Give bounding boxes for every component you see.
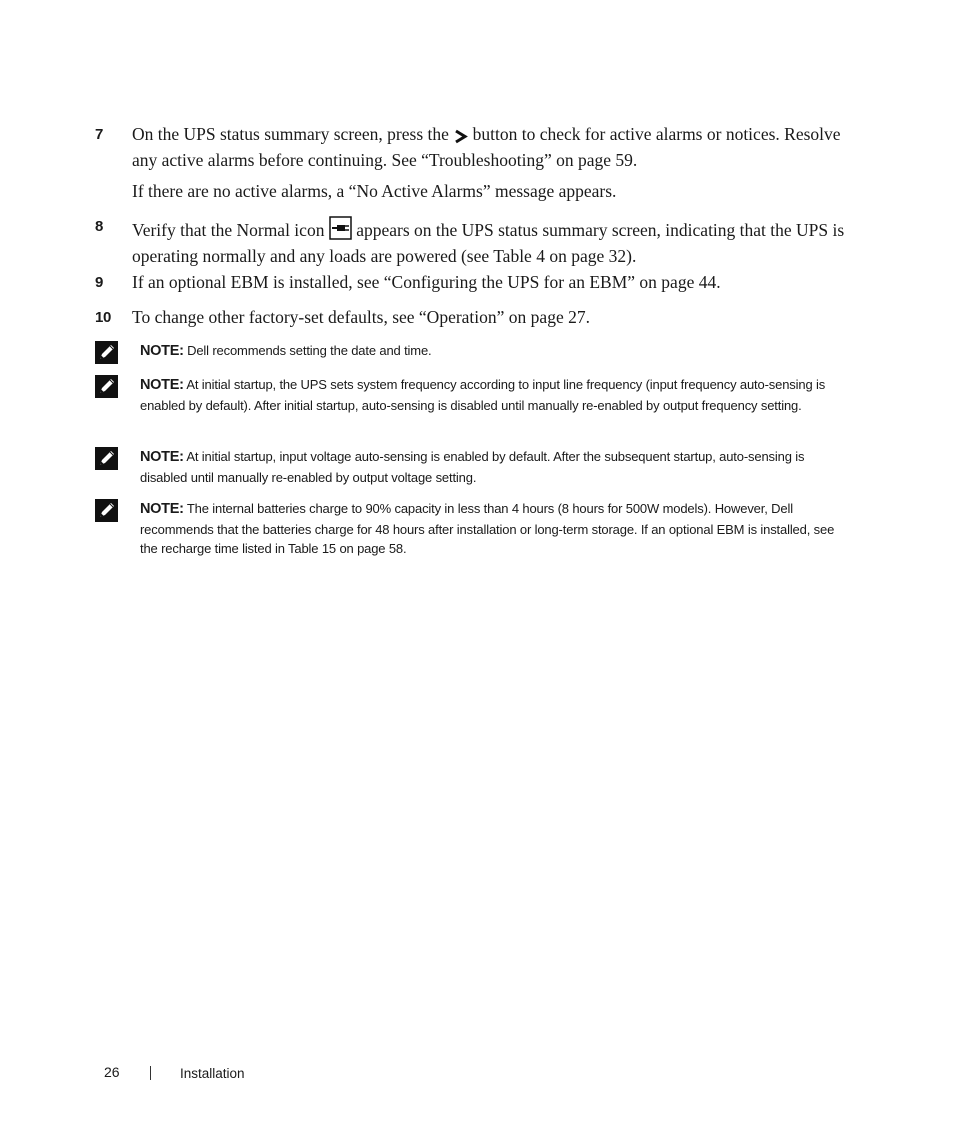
step-9	[95, 272, 855, 294]
step-7	[95, 124, 855, 168]
note-label: NOTE:	[140, 377, 184, 393]
step-text: To change other factory-set defaults, see “Operation” on page 27.	[132, 307, 590, 327]
step-text: If an optional EBM is installed, see “Configuring the UPS for an EBM” on page 44.	[132, 272, 721, 292]
note-label: NOTE:	[140, 501, 184, 517]
note-text: NOTE: At initial startup, the UPS sets system frequency according to input line frequency (input frequency auto-sensing is enabled by default). After initial startup, auto-sensing is disabled until manually re-enabled by output frequency setting.	[140, 377, 826, 413]
step-number: 7	[95, 126, 104, 143]
note-label: NOTE:	[140, 449, 184, 465]
page-number: 26	[104, 1064, 120, 1080]
note-text: NOTE: At initial startup, input voltage auto-sensing is enabled by default. After the subsequent startup, auto-sensing is disabled until manually re-enabled by output voltage setting.	[140, 449, 805, 485]
note-pencil-icon	[95, 341, 118, 364]
footer-section-title: Installation	[180, 1066, 245, 1081]
chevron-right-icon	[453, 128, 468, 150]
normal-plug-icon	[329, 216, 352, 246]
step-number: 8	[95, 218, 104, 235]
step-text: Verify that the Normal icon appears on the UPS status summary screen, indicating that the UPS is operating normally and any loads are powered (see Table 4 on page 32).	[132, 216, 852, 267]
step-text: On the UPS status summary screen, press the button to check for active alarms or notices. Resolve any active alarms before continuing. See “Troubleshooting” on page 59.	[132, 124, 841, 170]
note-text: NOTE: Dell recommends setting the date and time.	[140, 343, 432, 359]
note-pencil-icon	[95, 375, 118, 398]
step-7-followup: If there are no active alarms, a “No Active Alarms” message appears.	[132, 181, 617, 201]
note-pencil-icon	[95, 499, 118, 522]
step-8	[95, 216, 855, 266]
note-label: NOTE:	[140, 343, 184, 359]
footer-divider	[150, 1066, 151, 1080]
step-number: 10	[95, 309, 112, 326]
step-number: 9	[95, 274, 104, 291]
note-pencil-icon	[95, 447, 118, 470]
step-10	[95, 307, 855, 329]
note-text: NOTE: The internal batteries charge to 90% capacity in less than 4 hours (8 hours for 500W models). However, Dell recommends that the batteries charge for 48 hours after installation or long-term storage. If an optional EBM is installed, see the recharge time listed in Table 15 on page 58.	[140, 501, 835, 556]
